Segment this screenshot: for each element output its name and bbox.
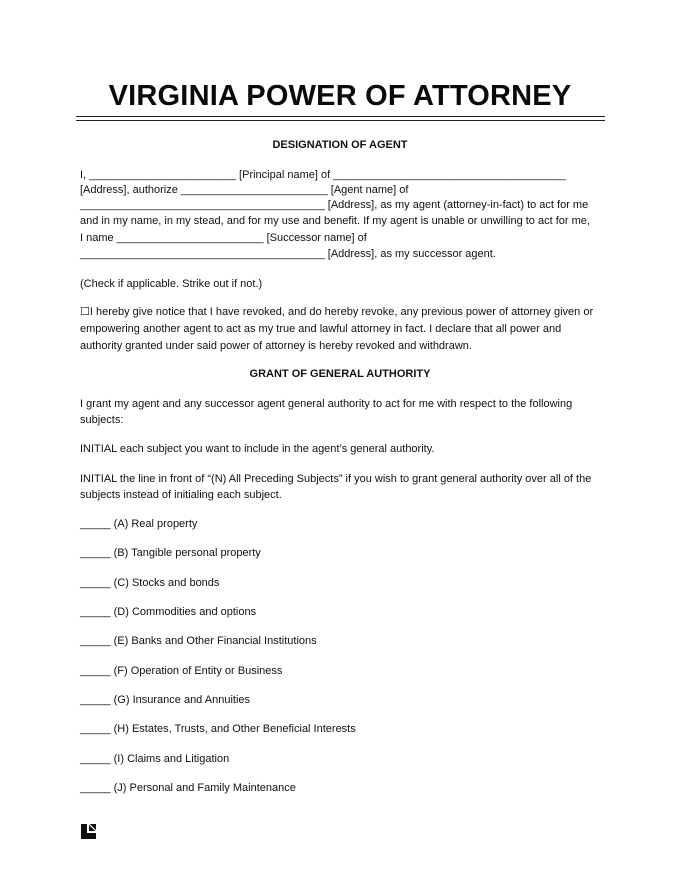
title-rule-top <box>76 116 605 117</box>
grant-line: subjects: <box>80 414 124 426</box>
grant-line: I grant my agent and any successor agent general authority to act for me with respect to the following <box>80 398 573 410</box>
designation-line: [Address], authorize ________________________ [Agent name] of <box>80 184 409 196</box>
grant-heading: GRANT OF GENERAL AUTHORITY <box>249 368 431 380</box>
designation-line: I name ________________________ [Successor name] of <box>80 232 367 244</box>
designation-line: ________________________________________ [Address], as my agent (attorney-in-fact) to act for me <box>80 199 589 211</box>
initial-all-instruction: subjects instead of initialing each subject. <box>80 489 282 501</box>
subject-item: _____ (J) Personal and Family Maintenance <box>80 782 296 794</box>
document-title: VIRGINIA POWER OF ATTORNEY <box>108 80 572 112</box>
designation-line: ________________________________________ [Address], as my successor agent. <box>80 248 496 260</box>
subject-item: _____ (B) Tangible personal property <box>80 547 261 559</box>
l-logo-icon <box>80 823 97 840</box>
revocation-line: ☐I hereby give notice that I have revoked, and do hereby revoke, any previous power of attorney given or <box>80 306 594 318</box>
subject-item: _____ (F) Operation of Entity or Business <box>80 665 283 677</box>
subject-item: _____ (D) Commodities and options <box>80 606 257 618</box>
subject-item: _____ (A) Real property <box>80 518 198 530</box>
designation-line: and in my name, in my stead, and for my use and benefit. If my agent is unable or unwilling to act for me, <box>80 215 590 227</box>
subject-item: _____ (C) Stocks and bonds <box>80 577 220 589</box>
subject-item: _____ (G) Insurance and Annuities <box>80 694 251 706</box>
subject-item: _____ (H) Estates, Trusts, and Other Beneficial Interests <box>80 723 356 735</box>
subject-item: _____ (I) Claims and Litigation <box>80 753 230 765</box>
designation-line: I, ________________________ [Principal name] of ______________________________________ <box>80 169 566 181</box>
initial-each-instruction: INITIAL each subject you want to include in the agent’s general authority. <box>80 443 435 455</box>
designation-heading: DESIGNATION OF AGENT <box>272 139 408 151</box>
subject-item: _____ (E) Banks and Other Financial Institutions <box>80 635 317 647</box>
check-note: (Check if applicable. Strike out if not.) <box>80 278 263 290</box>
revocation-line: empowering another agent to act as my true and lawful attorney in fact. I declare that all power and <box>80 323 562 335</box>
initial-all-instruction: INITIAL the line in front of “(N) All Preceding Subjects” if you wish to grant general authority over all of the <box>80 473 592 485</box>
title-rule-bottom <box>76 120 605 121</box>
revocation-line: authority granted under said power of attorney is hereby revoked and withdrawn. <box>80 340 472 352</box>
